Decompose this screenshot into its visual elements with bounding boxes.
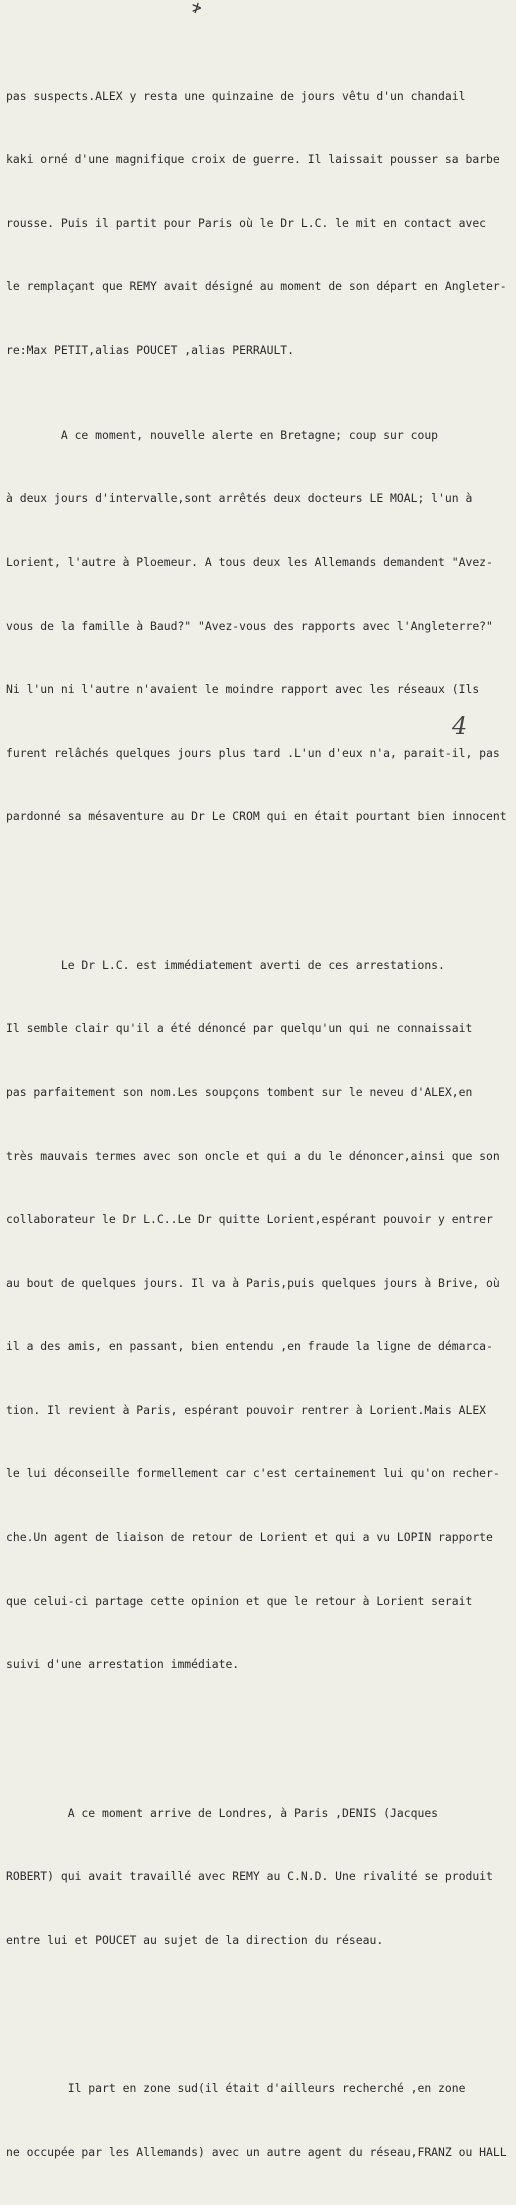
body-text [6, 22, 516, 2205]
text-line: vous de la famille à Baud?" "Avez-vous des rapports avec l'Angleterre?" [6, 618, 493, 633]
text-line: A ce moment arrive de Londres, à Paris ,DENIS (Jacques [6, 1805, 439, 1820]
text-line: A ce moment, nouvelle alerte en Bretagne; coup sur coup [6, 427, 439, 442]
text-line: collaborateur le Dr L.C..Le Dr quitte Lorient,espérant pouvoir y entrer [6, 1212, 493, 1227]
text-line: pas parfaitement son nom.Les soupçons tombent sur le neveu d'ALEX,en [6, 1084, 473, 1099]
text-line: entre lui et POUCET au sujet de la direction du réseau. [6, 1932, 384, 1947]
text-line: furent relâchés quelques jours plus tard .L'un d'eux n'a, parait-il, pas [6, 745, 500, 760]
text-line: Ni l'un ni l'autre n'avaient le moindre rapport avec les réseaux (Ils [6, 682, 480, 697]
paragraph-gap [6, 870, 516, 891]
text-line: che.Un agent de liaison de retour de Lorient et qui a vu LOPIN rapporte [6, 1530, 493, 1545]
text-line: kaki orné d'une magnifique croix de guerre. Il laissait pousser sa barbe [6, 152, 500, 167]
text-line: re:Max PETIT,alias POUCET ,alias PERRAULT. [6, 342, 295, 357]
paragraph-gap [6, 1718, 516, 1739]
text-line: Il semble clair qu'il a été dénoncé par quelqu'un qui ne connaissait [6, 1021, 473, 1036]
header-mark: ≯ [192, 0, 202, 17]
text-line: pardonné sa mésaventure au Dr Le CROM qui en était pourtant bien innocent [6, 809, 507, 824]
page-number: 4 [452, 712, 468, 740]
text-line: tion. Il revient à Paris, espérant pouvoir rentrer à Lorient.Mais ALEX [6, 1402, 487, 1417]
text-line: à deux jours d'intervalle,sont arrêtés deux docteurs LE MOAL; l'un à [6, 491, 473, 506]
text-line: ROBERT) qui avait travaillé avec REMY au C.N.D. Une rivalité se produit [6, 1869, 493, 1884]
text-line: Il part en zone sud(il était d'ailleurs recherché ,en zone [6, 2081, 466, 2096]
text-line: que celui-ci partage cette opinion et que le retour à Lorient serait [6, 1593, 473, 1608]
text-line: suivi d'une arrestation immédiate. [6, 1657, 240, 1672]
text-line: rousse. Puis il partit pour Paris où le Dr L.C. le mit en contact avec [6, 215, 487, 230]
text-line: le lui déconseille formellement car c'est certainement lui qu'on recher- [6, 1466, 500, 1481]
text-line: Le Dr L.C. est immédiatement averti de ces arrestations. [6, 957, 445, 972]
paragraph-gap [6, 1993, 516, 2014]
text-line: très mauvais termes avec son oncle et qui a du le dénoncer,ainsi que son [6, 1148, 500, 1163]
text-line: le remplaçant que REMY avait désigné au moment de son départ en Angleter- [6, 279, 507, 294]
text-line: Lorient, l'autre à Ploemeur. A tous deux les Allemands demandent "Avez- [6, 554, 493, 569]
text-line: il a des amis, en passant, bien entendu ,en fraude la ligne de démarca- [6, 1339, 493, 1354]
text-line: ne occupée par les Allemands) avec un autre agent du réseau,FRANZ ou HALL [6, 2144, 507, 2159]
text-line: au bout de quelques jours. Il va à Paris,puis quelques jours à Brive, où [6, 1275, 500, 1290]
text-line: pas suspects.ALEX y resta une quinzaine de jours vêtu d'un chandail [6, 88, 466, 103]
